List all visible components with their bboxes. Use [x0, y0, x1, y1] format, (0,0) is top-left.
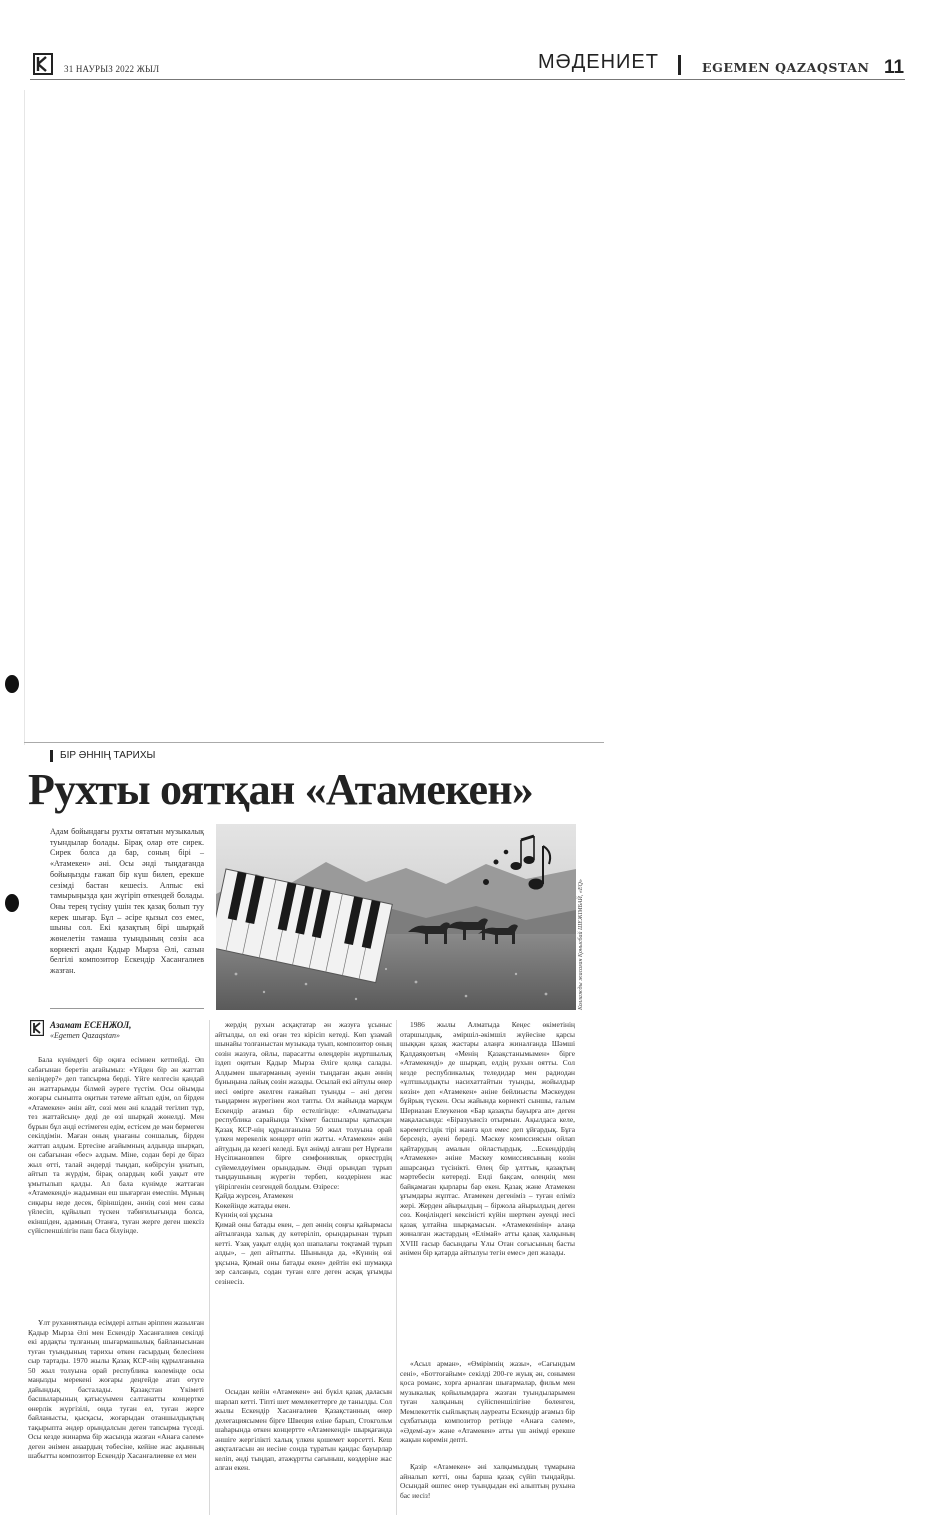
column-divider	[209, 1020, 210, 1515]
header-divider	[678, 55, 681, 75]
poem-line: Қайда жүрсең, Атамекен	[215, 1191, 294, 1200]
body-column-1	[28, 1055, 204, 1236]
paragraph: «Асыл арман», «Өмірімнің жазы», «Сағындым сені», «Боттоғайым» секілді 200-ге жуық ән, сонымен қоса романс, хорға арналған шығармалар, фильм мен музыкалық қойылымдарға жазған туындыларымен туған халқының сүйіспеншілігіне бөленген, Мемлекеттік сыйлықтың лауреаты Ескендір ағамыз бір сұхбатында композитор ретінде «Анаға сәлем», «Әдемі-ау» және «Атамекен» атты үш әнімді ерекше жақын көремін депті.	[400, 1359, 575, 1444]
poem-line: Көкейінде жатады екен.	[215, 1200, 291, 1210]
author-outlet: «Egemen Qazaqstan»	[50, 1031, 120, 1040]
paragraph: Бала күнімдегі бір оқиға есімнен кетпейді. Әп сабағынан беретін ағайымыз: «Үйден бір ән жаттап келіңдер?» деп тапсырма берді. Үйге келгесін қандай ән жаттарымды білмей әуреге түстім. Осы ойымды жоғары сыныпта оқитын тәтеме айтып едім, ол бірден «Атамекен» әнін айт, сөзі мен әні кладай тегілип тұр, тез жаттайсың» деді де өзі шырқай жөнелді. Мен бұрын бұл әнді естімеген едім, естісем де мән бермеген секілдімін. Маған оның ұнағаны соншалық, бірден жаттап алдым. Ертесіне ағайымның алдында шырқап, он сабағынан «бес» алдым. Міне, содан бері де біраз жыл өтті, талай әндерді тыңдап, көбірсуін ұнатып, айтып та жүрдім, бірақ олардың көбі уақыт өте ұмытылып қалды. Ал бала күнімде жаттаған «Атамекенді» жадымнан еш шығарған емеспін. Мұның сиқыры неде десек, біріншіден, әннің сөзі мен сазы үйлесіп, құйылып түскен табиғилығында болса, екіншіден, адамның Отанға, туған жерге деген шексіз сүйіспеншілігін паш баса білуінде.	[28, 1055, 204, 1235]
body-column-1-cont	[28, 1318, 204, 1461]
rubric-marker	[50, 750, 53, 762]
poem-line: Күннің өзі ұқсына	[215, 1210, 273, 1219]
body-column-3-end	[400, 1462, 575, 1500]
body-column-3	[400, 1020, 575, 1258]
paragraph: жердің рухын асқақтатар ән жазуға ұсыныс айтылды, ол екі оған тез кірісіп кетеді. Көп ұзамай шынайы толғаныстан музыкада туып, композитор оның сөзін жазуға, ойлы, парасатты өлеңдерін жұртшылық іздеп оқитын Қадыр Мырза Әліге қолқа салады. Алдымен шығарманың әуенін тыңдаған ақын әннің бұныңына лайық сөзін жазады. Осылай екі айтулы өнер иесі өмірге әкелген ғажайып туынды – әні деген тыңдармен жүрегінен жол тапты. Ол жайында марқұм Ескендір ағамыз бір естелігінде: «Алматыдағы республика сарайында Үкімет басшылары қатысқан Қазақ КСР-нің құрылғанына 50 жыл толуына орай үлкен мерекелік концерт өтіп жатты. «Атамекен» әнін айтудың да кезегі келеді. Бұл әнімді алғаш рет Нұрғали Нүсіпжановпен бірге симфониялық оркестрдің сүйемелдеуімен орындадым. Әнді орындап тұрып тыңдаушының жүрегін тербеп, көздерінен жас үйірілгенін сезгендей болдым. Өзіресе:	[215, 1020, 392, 1191]
newspaper-name: EGEMEN QAZAQSTAN	[702, 60, 870, 75]
body-column-2-cont	[215, 1387, 392, 1473]
photo-credit: Коллажды жасаған Қонысбай ШЕЖІМБАЙ, «EQ»	[578, 879, 584, 1010]
paragraph: Қазір «Атамекен» әні халқымыздың тұмарына айналып кетті, оны барша қазақ сүйіп тыңдайды. Осындай өшпес өнер туындыдан екі алыптың рухына бас иесіз!	[400, 1462, 575, 1500]
page-number: 11	[884, 57, 905, 78]
article-lead: Адам бойындағы рухты оятатын музыкалық туындылар болады. Бірақ олар өте сирек. Сирек болса да бар, соның бірі – «Атамекен» әні. Осы әнді тыңдағанда бойыңызды ғажап бір күш билеп, ерекше сезімді бастан кешесіз. Алпыс екі тамырыңызда қан жүгіріп өткендей болады. Оны терең түсіну үшін тек қазақ болып туу керек шығар. Бұл – әсіре қызыл сөз емес, шыны сол. Екі қазақтың бірі шырқай жөнелетін тамаша туындының сөзін аса көрнекті ақын Қадыр Мырза Әлі, сазын белгілі композитор Ескендір Хасанғалиев жазған.	[50, 827, 204, 976]
page-fold-line	[24, 90, 25, 745]
paragraph: 1986 жылы Алматыда Кеңес өкіметінің отаршылдық, әміршіл-әкімшіл жүйесіне қарсы шыққан қазақ жастары алаңға жиналғанда Шәмші Қалдаяқовтың «Менің Қазақстанымымен» бірге «Атамекенді» де шырқап, елдің рухын оятты. Сол кезде республикалық теледидар мен радиодан «ұлтшылдықты насихаттайтын туынды, жойылдыр көзін» деп «Атамекен» әніне бейлиысты Мәскеуден бұйрық түскен. Осы жайында көрнекті сыншы, ғалым Шериазан Елеукенов «Бар қазақты бауырға ап» деген мақаласында: «Біразуынсіз отырмын. Ақылдаса келе, кәреметсіздік тірі жанға қол емес деп ұйғардық. Бұға берсеңіз, әуені береді. Мәскеу комиссиясын ойлап қайтарудың амалын ойластырдық. ...Ескендірдің «Атамекен» әніне Мәскеу комиссиясының көзін ашарсаңыз түсінікті. Өлең бір ұлттық, қазақтың мәртебесін көтереді. Енді бақсам, өлеңнің мен байқамаған қырлары бар екен. Қазақ және Атамекен ұғымдары жұптас. Атамекен дегеніміз – туған еліміз жері. Жерден айырылдың – біржола айырылдың деген сөз. Көңіліндегі кексіністі күйін шерткен әуенді иесі қазақ ұлтайна шырқамасын. «Атамекенінің» алаңа жиналған жастардың «Елімай» атты қазақ халқының XVIII ғасыр басындағы Ұлы Отан соғысының басты әнімен бір қатарда айтылуы тегін емес» деп жазады.	[400, 1020, 575, 1257]
lead-rule	[50, 1008, 204, 1009]
author-logo-icon	[30, 1020, 44, 1036]
rubric: БІР ӘННІҢ ТАРИХЫ	[60, 750, 156, 761]
body-column-3-cont	[400, 1359, 575, 1445]
section-title: МӘДЕНИЕТ	[538, 51, 659, 73]
author-name: Азамат ЕСЕНЖОЛ,	[50, 1020, 132, 1030]
article-headline: Рухты оятқан «Атамекен»	[28, 765, 534, 814]
body-column-2	[215, 1020, 392, 1286]
binder-hole	[5, 894, 19, 912]
newspaper-logo-icon	[33, 53, 53, 75]
issue-date: 31 НАУРЫЗ 2022 ЖЫЛ	[64, 64, 160, 74]
paragraph: Қимай оны батады екен, – деп әннің соңғы қайырмасы айтылғанда халық ду көтеріліп, орындарынан тұрып кетті. Ұзақ уақыт елдің қол шапалағы тоқтамай тұрып алды», – деп айтыпты. Шынында да, «Күннің өзі ұқсына, Қимай оны батады екен» дейтін екі шумаққа зер салсаңыз, содан туған елге деген асқақ ұғымды сезінесіз.	[215, 1219, 392, 1286]
column-divider	[396, 1020, 397, 1515]
collage-photo	[216, 824, 576, 1010]
header-rule	[30, 79, 905, 80]
article-top-rule	[24, 742, 604, 743]
paragraph: Осыдан кейін «Атамекен» әні бүкіл қазақ даласын шарлап кетті. Тіпті шет мемлекеттерге де танылды. Сол жылы Ескендір Хасанғалиев Қазақстанның өнер делегациясымен бірге Швеция еліне барып, Стокгольм шаһарында өткен концертте «Атамекенді» шырқағанда әншіге жергілікті халық үлкен қошемет көрсетті. Кеш аяқталғасын ән иесіне сонда тұратын қандас бауырлар келіп, әнді тыңдап, атажұртты сағыныш, көздеріне жас алған екен.	[215, 1387, 392, 1472]
binder-hole	[5, 675, 19, 693]
paragraph: Ұлт руханиятында есімдері алтын әріппен жазылған Қадыр Мырза Әлі мен Ескендір Хасанғалиев секілді екі ардақты тұлғаның шығармашылық байланысынан туған туындының тарихы өткен ғасырдың белесінен сыр тартады. 1970 жылы Қазақ КСР-нің құрылғанына 50 жыл толуына орай республика көлемінде осы маңызды мерекені жоғары деңгейде атап өтуге дайындық басталады. Қазақстан Үкіметі басшыларының қатысуымен салтанатты концертке өнерлік жүргізілі, онда туған ел, туған жерге байланысты, қысқасы, жоғарыдан отаншылдықтың тақырыпта әндер орындалсын деген тапсырма түседі. Осы кезде жинарма бір жасында жазған «Анаға сәлем» деген әнімен анаардың төбесіне, кейіне жас ақынның шабытты композитор Ескендір Хасанғалиевке ел мен	[28, 1318, 205, 1460]
